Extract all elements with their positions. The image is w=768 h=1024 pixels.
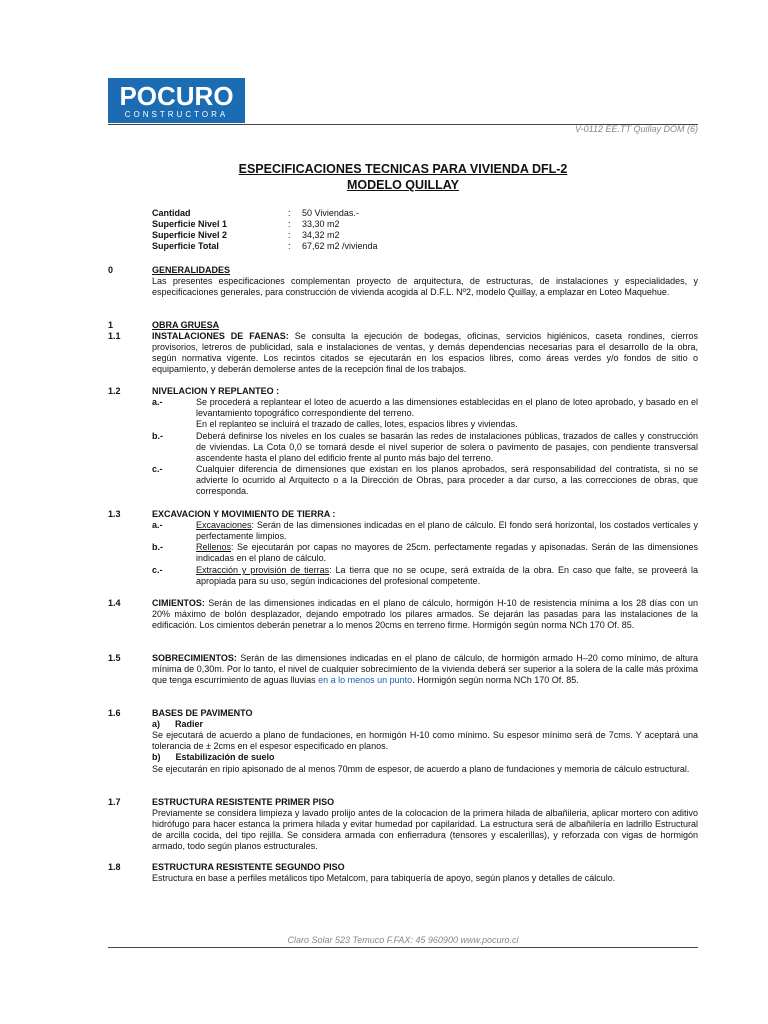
summary-label: Superficie Nivel 2 bbox=[152, 230, 228, 240]
item-text: Cualquier diferencia de dimensiones que existan en los planos aprobados, será responsabilidad del contratista, si no se advierte lo ocurrido al Arquitecto o a la Dirección de Obras, para proceder a dar curso, a las correcciones de obras, que corresponda. bbox=[196, 464, 698, 496]
summary-value: 50 Viviendas.- bbox=[302, 208, 359, 218]
summary-label: Cantidad bbox=[152, 208, 191, 218]
document-title: ESPECIFICACIONES TECNICAS PARA VIVIENDA DFL-2 bbox=[238, 162, 568, 176]
section-number: 1.4 bbox=[108, 598, 121, 608]
section-number: 1.2 bbox=[108, 386, 121, 396]
item-mark: a.- bbox=[152, 520, 163, 530]
item-extra-text: En el replanteo se incluirá el trazado de calles, lotes, espacios libres y viviendas. bbox=[196, 419, 518, 429]
section-heading: GENERALIDADES bbox=[152, 265, 231, 275]
footer-rule bbox=[108, 947, 698, 948]
item-mark: a.- bbox=[152, 397, 163, 407]
section-text: Serán de las dimensiones indicadas en el plano de cálculo, de hormigón armado H–20 como mínimo, de altura mínima de 0,30m. Por lo tanto, el nivel de cualquier sobrecimiento de la vivienda deberá ser superior a la solera de la calle más próxima que tenga escurrimiento de aguas lluvias bbox=[152, 653, 698, 685]
summary-colon: : bbox=[288, 230, 291, 240]
section-paragraph bbox=[152, 653, 698, 686]
summary-value: 67,62 m2 /vivienda bbox=[302, 241, 378, 251]
section-heading: CIMIENTOS: bbox=[152, 598, 205, 608]
item-paragraph bbox=[196, 565, 698, 587]
section-text: Las presentes especificaciones complementan proyecto de arquitectura, de estructuras, de instalaciones y especialidades, y especificaciones generales, para construcción de vivienda acogida al D.F.L. Nº2, modelo Quillay, a emplazar en Loteo Maquehue. bbox=[152, 276, 698, 297]
section-number: 1.3 bbox=[108, 509, 121, 519]
document-subtitle: MODELO QUILLAY bbox=[346, 178, 460, 192]
logo-brand: POCURO bbox=[119, 81, 234, 111]
section-number: 1.8 bbox=[108, 862, 121, 872]
section-text: Estructura en base a perfiles metálicos tipo Metalcom, para tabiquería de apoyo, según planos y detalles de cálculo. bbox=[152, 873, 616, 883]
section-number: 0 bbox=[108, 265, 114, 275]
section-number: 1.5 bbox=[108, 653, 121, 663]
section-heading: ESTRUCTURA RESISTENTE PRIMER PISO bbox=[152, 797, 335, 807]
item-text: Deberá definirse los niveles en los cuales se basarán las redes de instalaciones públicas, trazados de calles y construcción de viviendas. La Cota 0,0 se tomará desde el nivel superior de solera o pavimento de pasajes, con pendiente transversal ascendente hasta el plano del edificio frente al punto más bajo del terreno. bbox=[196, 431, 698, 463]
summary-value: 34,32 m2 bbox=[302, 230, 340, 240]
section-paragraph bbox=[152, 598, 698, 631]
footer-address: Claro Solar 523 Temuco F.FAX: 45 960900 www.pocuro.cl bbox=[287, 935, 519, 945]
item-term: Excavaciones bbox=[196, 520, 252, 530]
summary-label: Superficie Nivel 1 bbox=[152, 219, 228, 229]
section-heading: ESTRUCTURA RESISTENTE SEGUNDO PISO bbox=[152, 862, 345, 872]
item-text: Se procederá a replantear el loteo de acuerdo a las dimensiones establecidas en el plano de loteo aprobado, y basado en el levantamiento topográfico correspondiente del terreno. bbox=[196, 397, 698, 418]
item-text: : Serán de las dimensiones indicadas en el plano de cálculo. El fondo será horizontal, los costados verticales y perfectamente limpios. bbox=[196, 520, 698, 541]
item-paragraph bbox=[196, 520, 698, 542]
item-paragraph bbox=[196, 542, 698, 564]
section-number: 1.6 bbox=[108, 708, 121, 718]
section-heading: EXCAVACION Y MOVIMIENTO DE TIERRA : bbox=[152, 509, 336, 519]
item-mark: b.- bbox=[152, 542, 163, 552]
item-mark: b.- bbox=[152, 431, 163, 441]
section-text: Previamente se considera limpieza y lavado prolijo antes de la colocacion de la primera hilada de albañileria, aplicar mortero con aditivo hidrófugo para hacer estanca la primera hilada y evitar humedad por capilaridad. La estructura será de albañilería en ladrillo Estructural de arcilla cocida, del tipo rejilla. Se considera armada con enfierradura (tensores y escalerillas), y reforzada con vigas de hormigón armado, todo según planos estructurales. bbox=[152, 808, 698, 851]
logo-subtitle: CONSTRUCTORA bbox=[124, 110, 229, 119]
item-text: : Se ejecutarán por capas no mayores de 25cm. perfectamente regadas y apisonadas. Serán de las dimensiones indicadas en el plano de cálculo. bbox=[196, 542, 698, 563]
item-term: Extracción y provisión de tierras bbox=[196, 565, 330, 575]
section-heading: SOBRECIMIENTOS: bbox=[152, 653, 237, 663]
section-heading: OBRA GRUESA bbox=[152, 320, 220, 330]
subsection-heading: b) Estabilización de suelo bbox=[152, 752, 275, 762]
section-number: 1 bbox=[108, 320, 114, 330]
summary-colon: : bbox=[288, 241, 291, 251]
summary-colon: : bbox=[288, 208, 291, 218]
subsection-text: Se ejecutarán en ripio apisonado de al menos 70mm de espesor, de acuerdo a plano de fundaciones y memoria de cálculo estructural. bbox=[152, 764, 690, 774]
summary-label: Superficie Total bbox=[152, 241, 219, 251]
item-mark: c.- bbox=[152, 565, 163, 575]
section-text: Se consulta la ejecución de bodegas, oficinas, servicios higiénicos, caseta rondines, cierros provisorios, letreros de publicidad, sala e instalaciones de ventas, y demás dependencias necesarias para el desarrollo de la obra, según normativa vigente. Los recintos citados se ejecutarán en los espacios libres, como áreas verdes y/o fondos de sitio o equipamiento, y deberán demolerse antes de la recepción final de los trabajos. bbox=[152, 331, 698, 374]
section-number: 1.1 bbox=[108, 331, 121, 341]
item-text: : La tierra que no se ocupe, será extraída de la obra. En caso que falte, se proveerá la apropiada para su uso, según indicaciones del profesional competente. bbox=[196, 565, 698, 586]
summary-colon: : bbox=[288, 219, 291, 229]
item-term: Rellenos bbox=[196, 542, 232, 552]
document-reference: V-0112 EE.TT Quillay DOM (6) bbox=[574, 124, 698, 134]
company-logo bbox=[108, 78, 245, 123]
section-heading: NIVELACION Y REPLANTEO : bbox=[152, 386, 280, 396]
summary-value: 33,30 m2 bbox=[302, 219, 340, 229]
section-heading: BASES DE PAVIMENTO bbox=[152, 708, 253, 718]
section-heading: INSTALACIONES DE FAENAS: bbox=[152, 331, 289, 341]
item-mark: c.- bbox=[152, 464, 163, 474]
highlighted-text: en a lo menos un punto bbox=[318, 675, 413, 685]
section-text-tail: . Hormigón según norma NCh 170 Of. 85. bbox=[412, 675, 579, 685]
section-number: 1.7 bbox=[108, 797, 121, 807]
section-text: Serán de las dimensiones indicadas en el plano de cálculo, hormigón H-10 de resistencia mínima a los 28 días con un 20% máximo de bolón desplazador, dejando empotrado los pilares armados. Se dejarán las pasadas para las instalaciones de la edificación. Los cimientos deberán penetrar a lo menos 20cms en terreno firme. Hormigón según norma NCh 170 Of. 85. bbox=[152, 598, 698, 630]
subsection-text: Se ejecutará de acuerdo a plano de fundaciones, en hormigón H-10 como mínimo. Su espesor mínimo será de 7cms. Y aceptará una tolerancia de ± 2cms en el espesor especificado en planos. bbox=[152, 730, 698, 751]
section-paragraph bbox=[152, 331, 698, 375]
subsection-heading: a) Radier bbox=[152, 719, 204, 729]
